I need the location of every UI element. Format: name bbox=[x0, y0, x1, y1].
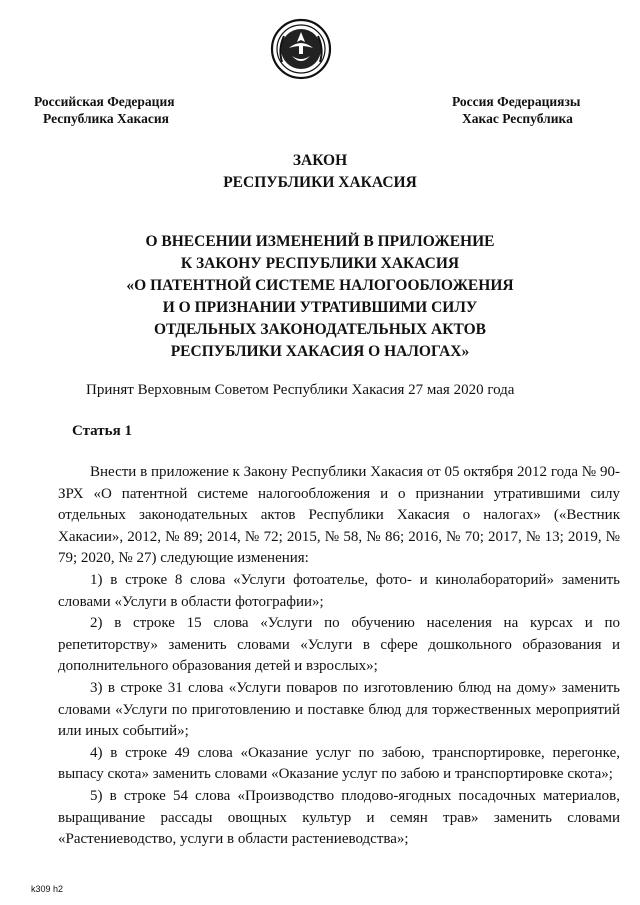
header-right-line1: Россия Федерациязы bbox=[452, 94, 581, 109]
amendment-item: 4) в строке 49 слова «Оказание услуг по забою, транспортировке, перегонке, выпасу скота» заменить словами «Оказание услуг по забою и транспортировке скота»; bbox=[58, 744, 620, 783]
subject-line2: К ЗАКОНУ РЕСПУБЛИКИ ХАКАСИЯ bbox=[180, 255, 460, 272]
subject-line1: О ВНЕСЕНИИ ИЗМЕНЕНИЙ В ПРИЛОЖЕНИЕ bbox=[145, 233, 495, 250]
header-left bbox=[34, 93, 175, 127]
amendment-item: 2) в строке 15 слова «Услуги по обучению населения на курсах и по репетиторству» заменить словами «Услуги в сфере дошкольного образования и дополнительного образования детей и взрослых»; bbox=[58, 615, 620, 675]
header-right bbox=[452, 93, 580, 127]
subject-line5: ОТДЕЛЬНЫХ ЗАКОНОДАТЕЛЬНЫХ АКТОВ bbox=[153, 321, 487, 338]
amendment-item: 1) в строке 8 слова «Услуги фотоателье, фото- и кинолабораторий» заменить словами «Услуги в области фотографии»; bbox=[58, 571, 620, 610]
header-right-line2: Хакас Республика bbox=[462, 111, 573, 126]
subject-line6: РЕСПУБЛИКИ ХАКАСИЯ О НАЛОГАХ» bbox=[170, 343, 470, 360]
subject-line4: И О ПРИЗНАНИИ УТРАТИВШИМИ СИЛУ bbox=[162, 299, 478, 316]
law-title-line2: РЕСПУБЛИКИ ХАКАСИЯ bbox=[223, 174, 417, 191]
header-left-line1: Российская Федерация bbox=[34, 94, 175, 109]
coat-of-arms-icon bbox=[270, 18, 332, 80]
header-left-line2: Республика Хакасия bbox=[43, 111, 169, 126]
adoption-statement: Принят Верховным Советом Республики Хакасия 27 мая 2020 года bbox=[86, 382, 515, 398]
law-title-line1: ЗАКОН bbox=[292, 152, 348, 169]
document-code: k309 h2 bbox=[31, 884, 64, 894]
amendment-item: 3) в строке 31 слова «Услуги поваров по изготовлению блюд на дому» заменить словами «Услуги по приготовлению и поставке блюд для торжественных мероприятий или иных событий»; bbox=[58, 679, 620, 740]
article-body bbox=[58, 462, 620, 851]
law-title bbox=[0, 150, 640, 194]
article-heading: Статья 1 bbox=[72, 423, 132, 439]
subject-line3: «О ПАТЕНТНОЙ СИСТЕМЕ НАЛОГООБЛОЖЕНИЯ bbox=[126, 277, 514, 294]
law-subject bbox=[0, 231, 640, 363]
article-intro: Внести в приложение к Закону Республики Хакасия от 05 октября 2012 года № 90-ЗРХ «О патентной системе налогообложения и о признании утратившими силу отдельных законодательных актов Республики Хакасия о налогах» («Вестник Хакасии», 2012, № 89; 2014, № 72; 2015, № 58, № 86; 2016, № 70; 2017, № 13; 2019, № 79; 2020, № 27) следующие изменения: bbox=[58, 464, 620, 567]
amendment-item: 5) в строке 54 слова «Производство плодово-ягодных посадочных материалов, выращивание рассады овощных культур и семян трав» заменить словами «Растениеводство, услуги в области растениеводства»; bbox=[58, 787, 620, 848]
